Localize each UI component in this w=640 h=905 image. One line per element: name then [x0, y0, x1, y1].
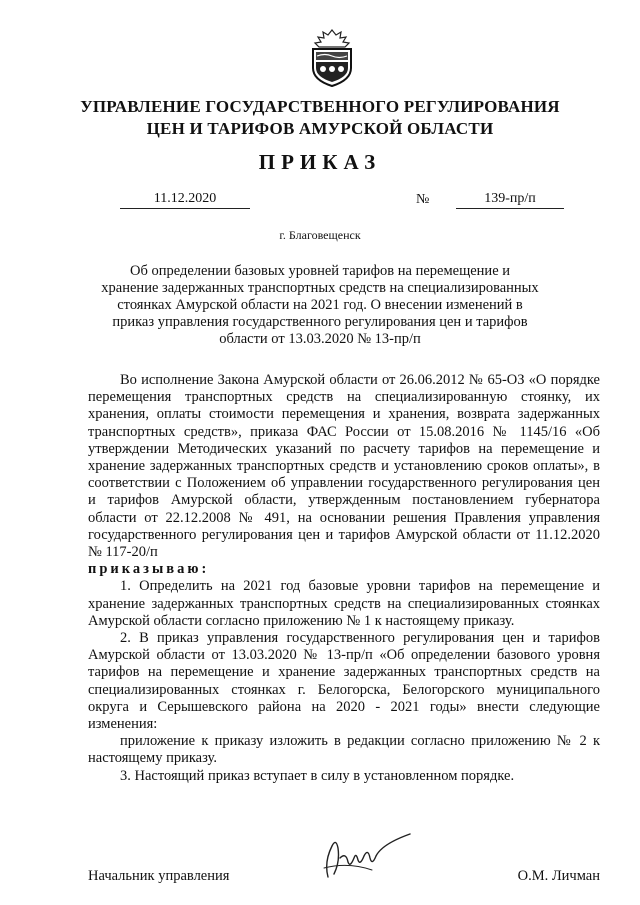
preamble-paragraph: Во исполнение Закона Амурской области от 26.06.2012 № 65-ОЗ «О порядке перемещения транспортных средств на специализированную стоянку, их хранения, оплаты стоимости перемещения и хранения, возврата задержанных транспортных средств», приказа ФАС России от 15.08.2016 № 1145/16 «Об утверждении Методических указаний по расчету тарифов на перемещение и хранение задержанных транспортных средств и установлению сроков оплаты», в соответствии с Положением об управлении государственного регулирования цен и тарифов Амурской области, утвержденным постановлением губернатора области от 22.12.2008 № 491, на основании решения Правления управления государственного регулирования цен и тарифов Амурской области от 11.12.2020 № 117-20/п — [88, 372, 600, 561]
city: г. Благовещенск — [279, 228, 361, 242]
order-item-2: 2. В приказ управления государственного регулирования цен и тарифов Амурской области от 13.03.2020 № 13-пр/п «Об определении базового уровня тарифов на перемещение и хранение задержанных транспортных средств на специализированных стоянках г. Белогорска, Белогорского муниципального округа и Серышевского района на 2020 - 2021 годы» внести следующие изменения: — [88, 630, 600, 733]
coat-of-arms-icon — [305, 28, 359, 88]
order-item-1: 1. Определить на 2021 год базовые уровни тарифов на перемещение и хранение задержанных транспортных средств на специализированных стоянках Амурской области согласно приложению № 1 к настоящему приказу. — [88, 578, 600, 629]
signatory-name: О.М. Личман — [517, 868, 600, 884]
order-word: приказываю: — [88, 561, 210, 578]
order-item-3: 3. Настоящий приказ вступает в силу в установленном порядке. — [120, 767, 515, 784]
order-body — [88, 372, 600, 785]
organization-line-1: УПРАВЛЕНИЕ ГОСУДАРСТВЕННОГО РЕГУЛИРОВАНИЯ — [80, 97, 560, 116]
order-number: 139-пр/п — [456, 191, 564, 209]
order-date: 11.12.2020 — [120, 191, 250, 209]
organization-line-2: ЦЕН И ТАРИФОВ АМУРСКОЙ ОБЛАСТИ — [146, 119, 494, 138]
document-title: ПРИКАЗ — [258, 150, 382, 174]
order-item-2-subparagraph: приложение к приказу изложить в редакции согласно приложению № 2 к настоящему приказу. — [88, 733, 600, 767]
signatory-position: Начальник управления — [88, 868, 230, 884]
number-sign: № — [416, 192, 430, 207]
order-subject: Об определении базовых уровней тарифов на перемещение и хранение задержанных транспортных средств на специализированных стоянках Амурской области на 2021 год. О внесении изменений в приказ управления государственного регулирования цен и тарифов области от 13.03.2020 № 13-пр/п — [101, 263, 539, 347]
organization-name — [60, 96, 580, 140]
handwritten-signature — [318, 832, 414, 882]
